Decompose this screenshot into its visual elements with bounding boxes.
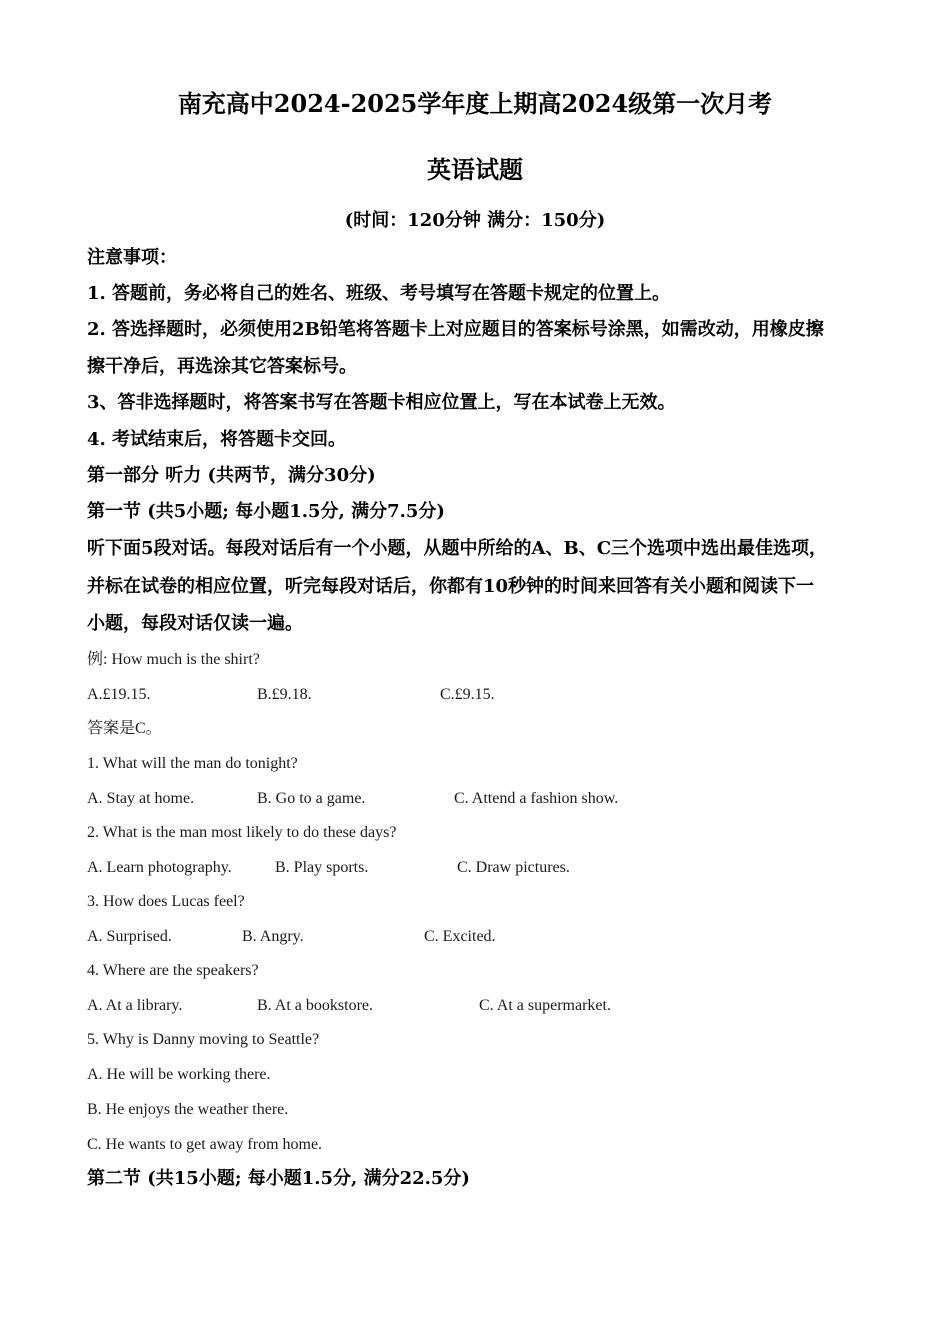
question-4: 4. Where are the speakers?	[87, 962, 259, 979]
question-3: 3. How does Lucas feel?	[87, 893, 245, 910]
question-5-option-c: C. He wants to get away from home.	[87, 1136, 323, 1153]
notice-item-1: 1. 答题前，务必将自己的姓名、班级、考号填写在答题卡规定的位置上。	[87, 283, 671, 304]
notice-item-3: 3、答非选择题时，将答案书写在答题卡相应位置上，写在本试卷上无效。	[87, 392, 676, 413]
question-1-option-c: C. Attend a fashion show.	[454, 790, 619, 807]
question-3-option-c: C. Excited.	[424, 928, 496, 945]
question-3-option-b: B. Angry.	[242, 928, 304, 945]
question-4-option-c: C. At a supermarket.	[479, 997, 611, 1014]
example-question: 例: How much is the shirt?	[87, 651, 260, 668]
question-5-option-a: A. He will be working there.	[87, 1066, 271, 1083]
question-5: 5. Why is Danny moving to Seattle?	[87, 1031, 320, 1048]
exam-title: 南充高中2024-2025学年度上期高2024级第一次月考	[177, 89, 773, 118]
question-4-option-b: B. At a bookstore.	[257, 997, 373, 1014]
notice-item-2-line-1: 2. 答选择题时，必须使用2B铅笔将答题卡上对应题目的答案标号涂黑，如需改动，用橡皮擦	[87, 319, 824, 340]
question-4-option-a: A. At a library.	[87, 997, 183, 1014]
time-info: (时间：120分钟 满分：150分)	[344, 210, 606, 231]
question-1: 1. What will the man do tonight?	[87, 755, 298, 772]
question-2: 2. What is the man most likely to do these days?	[87, 824, 397, 841]
question-3-option-a: A. Surprised.	[87, 928, 172, 945]
instructions-line-1: 听下面5段对话。每段对话后有一个小题，从题中所给的A、B、C三个选项中选出最佳选项，	[87, 538, 828, 559]
notice-item-4: 4. 考试结束后，将答题卡交回。	[87, 429, 347, 450]
subject-title: 英语试题	[427, 155, 523, 184]
question-1-option-a: A. Stay at home.	[87, 790, 195, 807]
question-2-option-a: A. Learn photography.	[87, 859, 232, 876]
notice-heading: 注意事项：	[87, 247, 177, 268]
section1-heading: 第一节 (共5小题; 每小题1.5分, 满分7.5分)	[87, 501, 445, 522]
question-1-option-b: B. Go to a game.	[257, 790, 366, 807]
notice-item-2-line-2: 擦干净后，再选涂其它答案标号。	[87, 356, 357, 377]
question-2-option-b: B. Play sports.	[275, 859, 369, 876]
instructions-line-2: 并标在试卷的相应位置，听完每段对话后，你都有10秒钟的时间来回答有关小题和阅读下一	[87, 576, 815, 597]
instructions-line-3: 小题，每段对话仅读一遍。	[87, 613, 303, 634]
question-2-option-c: C. Draw pictures.	[457, 859, 570, 876]
example-option-a: A.£19.15.	[87, 686, 151, 703]
example-answer: 答案是C。	[87, 720, 162, 737]
example-option-b: B.£9.18.	[257, 686, 312, 703]
question-5-option-b: B. He enjoys the weather there.	[87, 1101, 289, 1118]
example-option-c: C.£9.15.	[440, 686, 495, 703]
section2-heading: 第二节 (共15小题; 每小题1.5分, 满分22.5分)	[87, 1168, 470, 1189]
part1-heading: 第一部分 听力 (共两节，满分30分)	[87, 465, 376, 486]
